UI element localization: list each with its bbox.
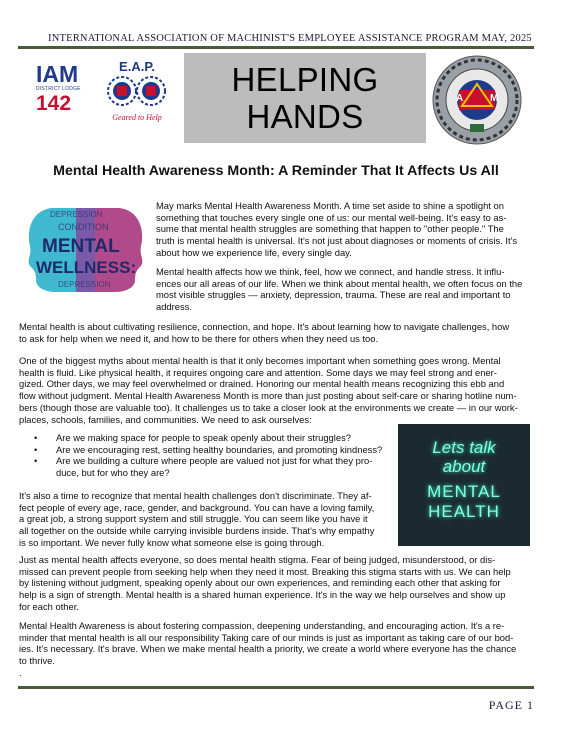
text-line: help is a sign of strength. Mental health is a shared human experience. It's in the way we help ourselves and show up [19, 589, 506, 601]
question-bullet-list [22, 432, 392, 479]
text-line: Just as mental health affects everyone, so does mental health stigma. Fear of being judged, misunderstood, or dis- [19, 554, 496, 565]
text-line: May marks Mental Health Awareness Month. A time set aside to shine a spotlight on [156, 200, 504, 211]
text-line: Mental Health Awareness is about fostering compassion, deepening understanding, and encouraging action. It's a re- [19, 620, 505, 631]
iam-logo-number: 142 [36, 92, 72, 115]
text-line: Mental health affects how we think, feel, how we connect, and handle stress. It influ- [156, 266, 505, 277]
text-line: gized. Other days, we may feel overwhelmed or drained. Honoring our mental health means recognizing this ebb and [19, 378, 505, 390]
eap-gears-icon [104, 74, 170, 108]
eap-tagline: Geared to Help [112, 113, 162, 122]
image-word-condition: CONDITION [58, 222, 109, 232]
text-line: places, schools, families, and communities. We need to ask ourselves: [19, 413, 312, 425]
text-line: for each other. [19, 600, 79, 612]
neon-line-4: HEALTH [428, 502, 500, 521]
text-line: ies. It's necessary. It's brave. When we make mental health a priority, we create a world where everyone has the chance [19, 643, 517, 655]
top-rule [18, 46, 534, 49]
paragraph-2 [156, 266, 536, 313]
neon-line-1: Lets talk [432, 438, 496, 457]
newsletter-header: INTERNATIONAL ASSOCIATION OF MACHINIST'S EMPLOYEE ASSISTANCE PROGRAM MAY, 2025 [48, 33, 532, 44]
text-line: bers (though those are valuable too). It challenges us to take a closer look at the environments we create — in our work- [19, 401, 518, 413]
text-line: address. [156, 301, 192, 313]
text-line: is so important. We never fully know what someone else is going through. [19, 536, 325, 548]
iam-seal-logo [430, 54, 524, 146]
eap-logo [104, 60, 170, 122]
text-line: by listening without judgment, speaking openly about our own experiences, and reminding each other that asking for [19, 577, 501, 589]
text-line: It's also a time to recognize that mental health challenges don't discriminate. They af- [19, 490, 372, 501]
text-line: ences our all areas of our life. When we think about mental health, we often focus on the [156, 277, 523, 289]
bullet-item: • Are we encouraging rest, setting healthy boundaries, and promoting kindness? [22, 444, 392, 456]
title-line-2: HANDS [246, 98, 364, 135]
trailing-period: . [19, 666, 22, 678]
paragraph-3 [19, 321, 539, 344]
text-line: flow without judgment. Mental Health Awareness Month is more than just posting about self-care or sharing hotline num- [19, 390, 517, 402]
article-headline: Mental Health Awareness Month: A Reminder That It Affects Us All [53, 163, 499, 179]
text-line: a great job, a strong support system and still struggle. You can seem like you have it [19, 513, 368, 525]
paragraph-4 [19, 355, 539, 425]
text-line: about how we experience life, every single day. [156, 246, 352, 258]
seal-letter-a: A [456, 93, 464, 104]
image-word-depression-bottom: DEPRESSION [58, 280, 111, 289]
text-line: to ask for help when we need it, and how to be there for others when they need us too. [19, 332, 379, 344]
neon-line-3: MENTAL [427, 482, 501, 501]
iam-logo-text: IAM [36, 61, 79, 87]
text-line: something that touches every single one of us: our mental well-being. It's easy to as- [156, 211, 507, 223]
text-line: sume that mental health struggles are something that happen to "other people." The [156, 223, 504, 235]
paragraph-5 [19, 490, 399, 549]
image-word-wellness: WELLNESS: [36, 258, 137, 277]
text-line: minder that mental health is all our responsibility Taking care of our minds is just as important as taking care of our bod- [19, 631, 514, 643]
title-line-1: HELPING [231, 61, 379, 98]
text-line: most visible struggles — anxiety, depression, trauma. These are real and important to [156, 289, 511, 301]
bottom-rule [18, 686, 534, 689]
text-line: to thrive. [19, 655, 55, 667]
image-word-mental: MENTAL [42, 236, 120, 257]
iam-logo [36, 62, 92, 122]
seal-letter-m: M [490, 93, 499, 104]
page-number: PAGE 1 [488, 698, 534, 712]
iam-logo-sub: DISTRICT LODGE [36, 86, 81, 92]
eap-logo-text: E.A.P. [119, 59, 155, 74]
neon-line-2: about [442, 457, 486, 476]
bullet-item: • Are we building a culture where people are valued not just for what they pro- duce, but for who they are? [22, 455, 392, 478]
text-line: truth is mental health is universal. It's not just about diagnoses or moments of crisis. It's [156, 235, 518, 247]
text-line: One of the biggest myths about mental health is that it only becomes important when something goes wrong. Mental [19, 355, 501, 366]
text-line: health is fluid. Like physical health, it requires ongoing care and attention. Some days we may feel strong and ener- [19, 366, 497, 378]
intro-paragraph [156, 200, 536, 259]
title-banner [184, 53, 426, 143]
bullet-item: • Are we making space for people to speak openly about their struggles? [22, 432, 392, 444]
text-line: Mental health is about cultivating resilience, connection, and hope. It's about learning how to navigate challenges, how [19, 321, 510, 332]
lets-talk-mental-health-image [398, 424, 530, 546]
seal-gear-icon [430, 54, 524, 146]
paragraph-7 [19, 620, 539, 679]
image-word-depression-top: DEPRESSION [50, 210, 103, 219]
text-line: all together on the outside while carrying invisible burdens inside. That's why empathy [19, 525, 375, 537]
paragraph-6 [19, 554, 539, 613]
text-line: missed can prevent people from seeking help when they need it most. Breaking this stigma starts with us. We can help [19, 565, 511, 577]
mental-wellness-image [22, 200, 149, 300]
text-line: fect people of every age, race, gender, and background. You can have a loving family, [19, 501, 375, 513]
